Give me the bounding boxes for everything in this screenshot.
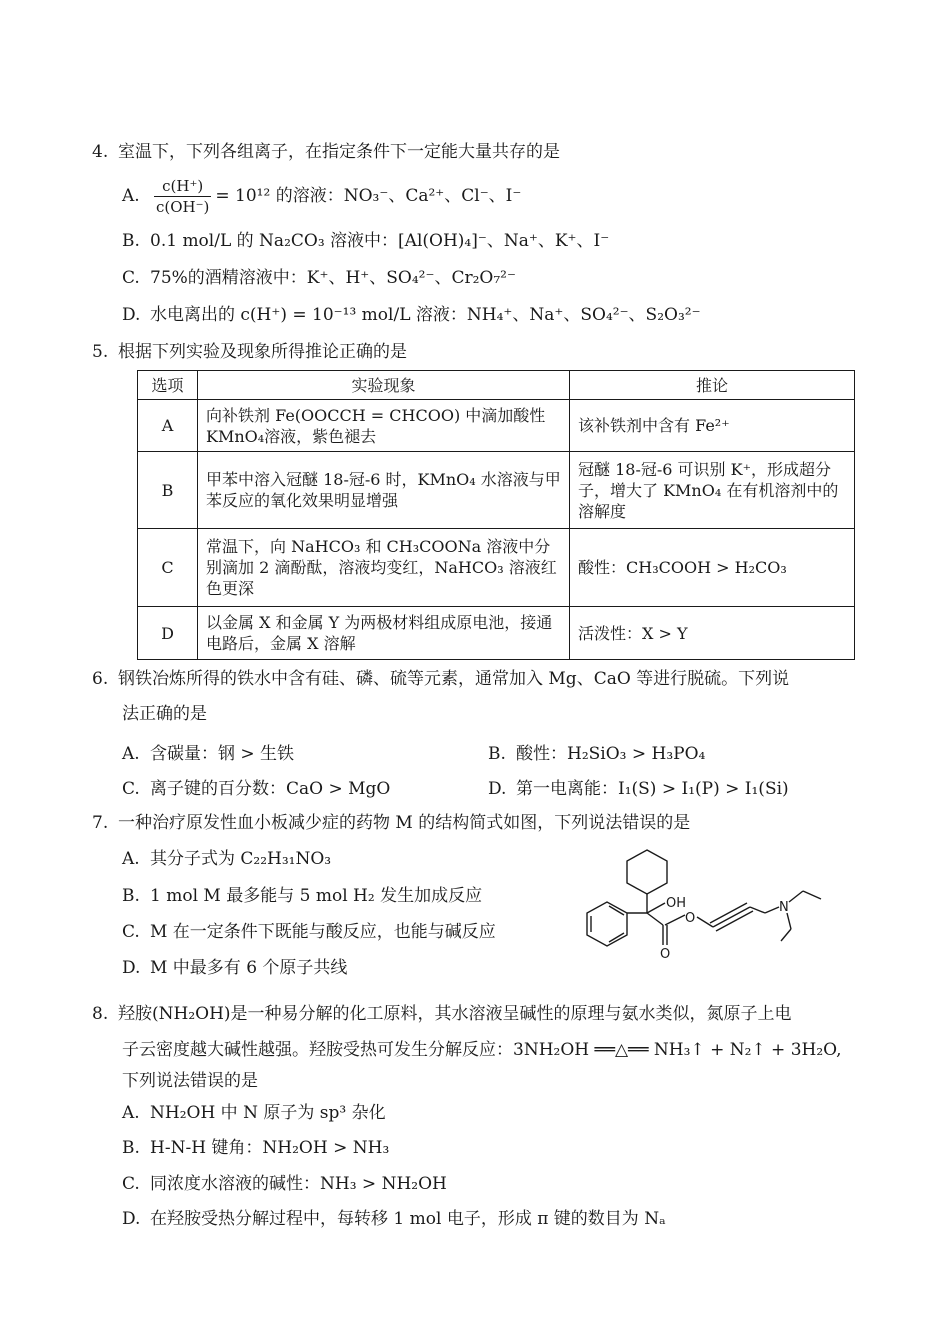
drug-m-structure-diagram bbox=[585, 845, 835, 965]
q8-option-d: D. 在羟胺受热分解过程中，每转移 1 mol 电子，形成 π 键的数目为 Nₐ bbox=[122, 1209, 666, 1229]
q7-option-a: A. 其分子式为 C₂₂H₃₁NO₃ bbox=[122, 849, 332, 869]
table-row bbox=[138, 607, 855, 660]
row-option: B bbox=[138, 452, 198, 529]
benzene-ring bbox=[587, 902, 627, 946]
q8-number: 8. bbox=[92, 1004, 109, 1024]
row-option: A bbox=[138, 400, 198, 452]
q6-option-a: A. 含碳量：钢 > 生铁 bbox=[122, 744, 295, 764]
q5-stem: 5. 根据下列实验及现象所得推论正确的是 bbox=[92, 342, 407, 362]
q7-stem: 7. 一种治疗原发性血小板减少症的药物 M 的结构简式如图，下列说法错误的是 bbox=[92, 813, 691, 833]
row-option: C bbox=[138, 529, 198, 607]
table-header: 推论 bbox=[570, 371, 855, 400]
q6-number: 6. bbox=[92, 669, 109, 689]
carbonyl-oxygen-label: O bbox=[660, 947, 671, 962]
row-inference: 活泼性：X > Y bbox=[570, 607, 855, 660]
q7-option-b: B. 1 mol M 最多能与 5 mol H₂ 发生加成反应 bbox=[122, 886, 483, 906]
q4-option-c: C. 75%的酒精溶液中：K⁺、H⁺、SO₄²⁻、Cr₂O₇²⁻ bbox=[122, 268, 516, 288]
ion-ratio-fraction: $\frac{c(H^+)}{c(OH^-)}$ bbox=[156, 177, 210, 216]
q4-number: 4. bbox=[92, 142, 109, 162]
q4-option-d: D. 水电离出的 c(H⁺) = 10⁻¹³ mol/L 溶液：NH₄⁺、Na⁺、SO₄²⁻、S₂O₃²⁻ bbox=[122, 305, 701, 325]
q8-stem-cont2: 下列说法错误的是 bbox=[122, 1071, 258, 1091]
q6-stem-cont: 法正确的是 bbox=[122, 704, 207, 724]
table-row bbox=[138, 452, 855, 529]
q4-option-b: B. 0.1 mol/L 的 Na₂CO₃ 溶液中：[Al(OH)₄]⁻、Na⁺、K⁺、I⁻ bbox=[122, 231, 610, 251]
q6-option-d: D. 第一电离能：I₁(S) > I₁(P) > I₁(Si) bbox=[488, 779, 789, 799]
row-phenomenon: 甲苯中溶入冠醚 18-冠-6 时，KMnO₄ 水溶液与甲苯反应的氧化效果明显增强 bbox=[198, 452, 570, 529]
table-row bbox=[138, 400, 855, 452]
table-row bbox=[138, 529, 855, 607]
q8-option-b: B. H-N-H 键角：NH₂OH > NH₃ bbox=[122, 1138, 390, 1158]
table-header: 选项 bbox=[138, 371, 198, 400]
q6-stem: 6. 钢铁冶炼所得的铁水中含有硅、磷、硫等元素，通常加入 Mg、CaO 等进行脱硫。下列说 bbox=[92, 669, 790, 689]
q8-option-c: C. 同浓度水溶液的碱性：NH₃ > NH₂OH bbox=[122, 1174, 447, 1194]
q4-option-a: A. $\frac{c(H^+)}{c(OH^-)}$ = 10¹² 的溶液：NO₃⁻、Ca²⁺、Cl⁻、I⁻ bbox=[122, 177, 522, 216]
table-header: 实验现象 bbox=[198, 371, 570, 400]
row-phenomenon: 常温下，向 NaHCO₃ 和 CH₃COONa 溶液中分别滴加 2 滴酚酞，溶液均变红，NaHCO₃ 溶液红色更深 bbox=[198, 529, 570, 607]
q7-option-d: D. M 中最多有 6 个原子共线 bbox=[122, 958, 348, 978]
row-inference: 该补铁剂中含有 Fe²⁺ bbox=[570, 400, 855, 452]
q6-option-c: C. 离子键的百分数：CaO > MgO bbox=[122, 779, 391, 799]
ester-oxygen-label: O bbox=[685, 911, 696, 926]
table-header-row bbox=[138, 371, 855, 400]
q8-stem-cont: 子云密度越大碱性越强。羟胺受热可发生分解反应：3NH₂OH ══△══ NH₃↑ + N₂↑ + 3H₂O, bbox=[122, 1040, 842, 1060]
row-option: D bbox=[138, 607, 198, 660]
q5-number: 5. bbox=[92, 342, 109, 362]
row-phenomenon: 以金属 X 和金属 Y 为两极材料组成原电池，接通电路后，金属 X 溶解 bbox=[198, 607, 570, 660]
row-inference: 酸性：CH₃COOH > H₂CO₃ bbox=[570, 529, 855, 607]
row-phenomenon: 向补铁剂 Fe(OOCCH = CHCOO) 中滴加酸性 KMnO₄溶液，紫色褪去 bbox=[198, 400, 570, 452]
experiment-table bbox=[137, 370, 855, 660]
q7-option-c: C. M 在一定条件下既能与酸反应，也能与碱反应 bbox=[122, 922, 496, 942]
q8-stem: 8. 羟胺(NH₂OH)是一种易分解的化工原料，其水溶液呈碱性的原理与氨水类似，氮原子上电 bbox=[92, 1004, 792, 1024]
nitrogen-label: N bbox=[779, 900, 789, 915]
q4-stem: 4. 室温下，下列各组离子，在指定条件下一定能大量共存的是 bbox=[92, 142, 560, 162]
q8-option-a: A. NH₂OH 中 N 原子为 sp³ 杂化 bbox=[122, 1103, 386, 1123]
cyclohexane-ring bbox=[627, 850, 667, 894]
row-inference: 冠醚 18-冠-6 可识别 K⁺，形成超分子，增大了 KMnO₄ 在有机溶剂中的溶解度 bbox=[570, 452, 855, 529]
hydroxyl-label: OH bbox=[666, 896, 687, 911]
q7-number: 7. bbox=[92, 813, 109, 833]
q6-option-b: B. 酸性：H₂SiO₃ > H₃PO₄ bbox=[488, 744, 706, 764]
